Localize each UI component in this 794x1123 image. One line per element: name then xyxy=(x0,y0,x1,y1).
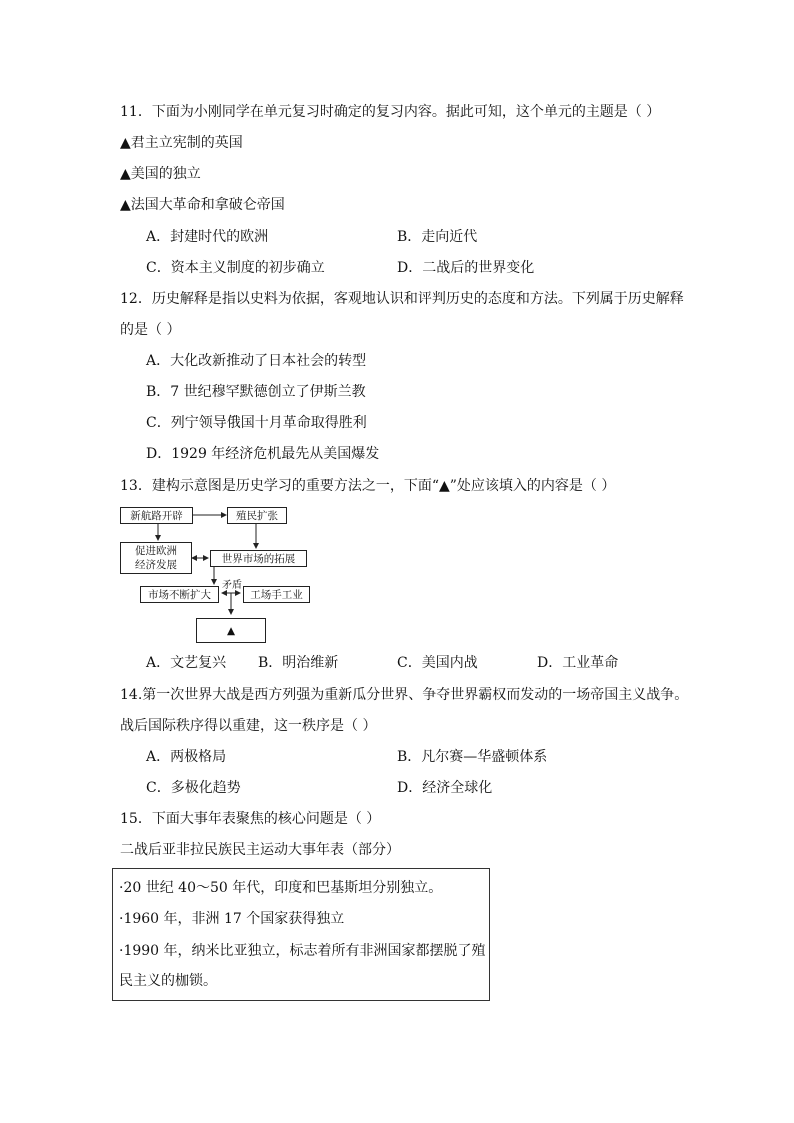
q12-option-a: A．大化改新推动了日本社会的转型 xyxy=(146,353,367,369)
q11-stem: 11．下面为小刚同学在单元复习时确定的复习内容。据此可知，这个单元的主题是（ ） xyxy=(120,104,661,120)
timeline-entry-2: ·1960 年，非洲 17 个国家获得独立 xyxy=(119,911,345,927)
q15-stem: 15．下面大事年表聚焦的核心问题是（ ） xyxy=(120,811,381,827)
q11-option-b: B．走向近代 xyxy=(397,229,478,245)
q12-option-d: D．1929 年经济危机最先从美国爆发 xyxy=(146,446,380,462)
q14-stem-line1: 14.第一次世界大战是西方列强为重新瓜分世界、争夺世界霸权而发动的一场帝国主义战争。 xyxy=(120,687,689,703)
q14-stem-line2: 战后国际秩序得以重建，这一秩序是（ ） xyxy=(120,718,377,734)
q14-option-a: A．两极格局 xyxy=(146,749,227,765)
q13-option-c: C．美国内战 xyxy=(397,655,478,671)
box-market-expand: 市场不断扩大 xyxy=(140,586,219,603)
q11-item-1: ▲君主立宪制的英国 xyxy=(120,135,243,151)
box-colonial: 殖民扩张 xyxy=(227,507,287,524)
timeline-box xyxy=(112,868,490,1001)
q12-option-c: C．列宁领导俄国十月革命取得胜利 xyxy=(146,415,367,431)
q13-stem: 13．建构示意图是历史学习的重要方法之一，下面“▲”处应该填入的内容是（ ） xyxy=(120,478,616,494)
q13-option-b: B．明治维新 xyxy=(258,655,339,671)
q12-option-b: B．7 世纪穆罕默德创立了伊斯兰教 xyxy=(146,384,366,400)
timeline-entry-3-cont: 民主义的枷锁。 xyxy=(119,973,217,989)
box-promote-line1: 促进欧洲 xyxy=(135,545,177,557)
box-world-market: 世界市场的拓展 xyxy=(210,550,307,567)
q14-option-b: B．凡尔赛—华盛顿体系 xyxy=(397,749,548,765)
box-promote xyxy=(120,542,192,574)
timeline-entry-3: ·1990 年，纳米比亚独立，标志着所有非洲国家都摆脱了殖 xyxy=(119,943,486,959)
q15-table-title: 二战后亚非拉民族民主运动大事年表（部分） xyxy=(120,842,400,858)
concept-diagram xyxy=(118,502,318,647)
q13-option-a: A．文艺复兴 xyxy=(146,655,227,671)
q11-option-a: A．封建时代的欧洲 xyxy=(146,229,269,245)
box-new-route: 新航路开辟 xyxy=(120,507,193,524)
box-promote-line2: 经济发展 xyxy=(135,559,177,571)
q11-option-d: D．二战后的世界变化 xyxy=(397,260,535,276)
q12-stem-line1: 12．历史解释是指以史料为依据，客观地认识和评判历史的态度和方法。下列属于历史解释 xyxy=(120,291,684,307)
box-blank: ▲ xyxy=(196,618,266,643)
q11-item-2: ▲美国的独立 xyxy=(120,166,201,182)
q11-option-c: C．资本主义制度的初步确立 xyxy=(146,260,325,276)
timeline-entry-1: ·20 世纪 40～50 年代，印度和巴基斯坦分别独立。 xyxy=(119,880,443,896)
label-contradiction: 矛盾 xyxy=(222,580,242,591)
q14-option-c: C．多极化趋势 xyxy=(146,780,241,796)
q11-item-3: ▲法国大革命和拿破仑帝国 xyxy=(120,197,285,213)
box-workshop: 工场手工业 xyxy=(243,586,310,603)
q14-option-d: D．经济全球化 xyxy=(397,780,493,796)
q13-option-d: D．工业革命 xyxy=(537,655,619,671)
q12-stem-line2: 的是（ ） xyxy=(120,322,181,338)
